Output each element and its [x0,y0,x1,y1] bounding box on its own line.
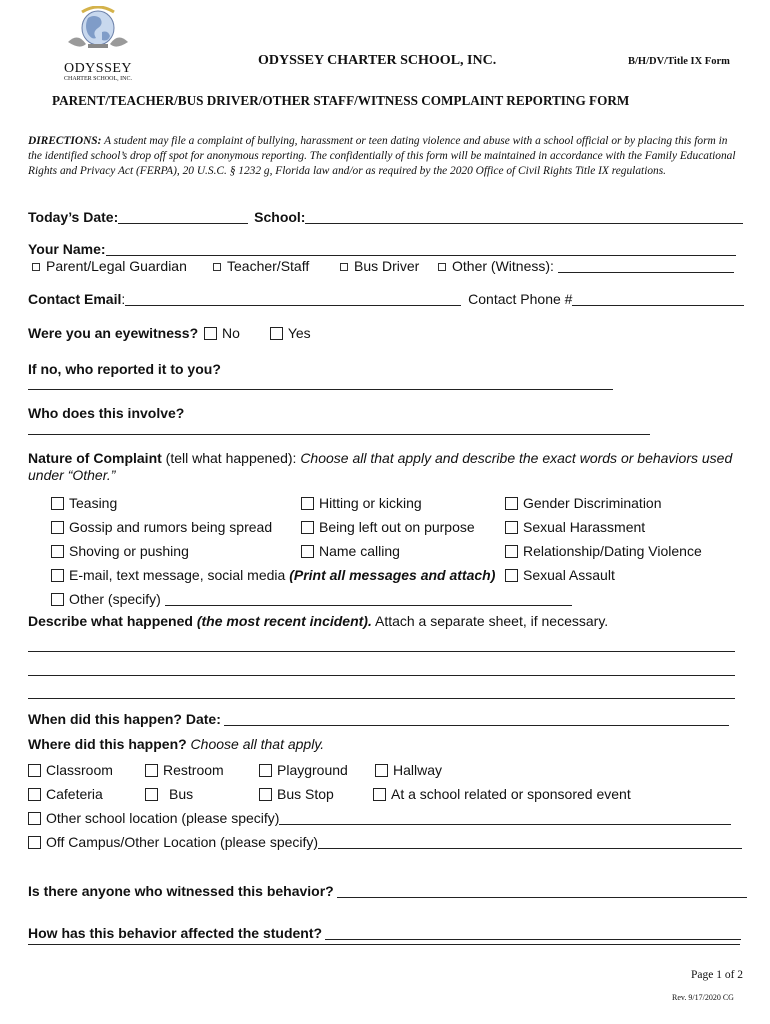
complaint-option-hitting[interactable] [301,495,422,511]
checkbox[interactable] [505,569,518,582]
option-label: Gender Discrimination [523,495,662,511]
affected-underline [28,944,740,945]
checkbox[interactable] [28,812,41,825]
describe-label: Describe what happened [28,613,197,629]
location-option-restroom[interactable] [145,762,224,778]
checkbox[interactable] [51,593,64,606]
complaint-option-other[interactable] [51,591,572,607]
revision-note: Rev. 9/17/2020 CG [672,993,734,1002]
nature-paren: (tell what happened): [161,450,301,466]
role-label: Bus Driver [354,258,420,274]
checkbox[interactable] [505,497,518,510]
checkbox[interactable] [505,545,518,558]
option-label: Other school location (please specify) [46,810,280,826]
contact-row [28,291,744,307]
logo-subtitle: CHARTER SCHOOL, INC. [64,76,132,82]
option-label: Relationship/Dating Violence [523,543,702,559]
option-label: Teasing [69,495,118,511]
contact-email-field[interactable] [125,293,461,306]
complaint-option-sexual-harassment[interactable] [505,519,645,535]
option-label: Classroom [46,762,113,778]
describe-line-1[interactable] [28,651,735,652]
checkbox[interactable] [438,263,446,271]
checkbox[interactable] [259,764,272,777]
option-label: Playground [277,762,348,778]
complaint-option-gossip[interactable] [51,519,272,535]
role-label: Parent/Legal Guardian [46,258,187,274]
page-number: Page 1 of 2 [691,969,744,981]
location-option-playground[interactable] [259,762,348,778]
witness-row [28,883,747,899]
describe-line-3[interactable] [28,698,735,699]
complaint-option-teasing[interactable] [51,495,117,511]
where-instruction: Choose all that apply. [186,736,325,752]
describe-line-2[interactable] [28,675,735,676]
eyewitness-label: Were you an eyewitness? [28,325,199,341]
location-option-classroom[interactable] [28,762,113,778]
contact-phone-label: Contact Phone # [468,291,573,307]
directions-text: A student may file a complaint of bullying, harassment or teen dating violence and abuse with a school official or by placing this form in the identified school’s drop off spot for anonymous reporting. The confidentially of this form will be maintained in accordance with the Family Educational Rights and Privacy Act (FERPA), 20 U.S.C. § 1232 g, Florida law and/or as required by the 2020 Office of Civil Rights Title IX regulations. [28,135,736,177]
role-label: Other (Witness): [452,258,554,274]
location-option-bus-stop[interactable] [259,786,334,802]
eyewitness-row [28,325,311,341]
location-option-school-event[interactable] [373,786,631,802]
role-option-other-witness[interactable] [438,258,734,274]
checkbox[interactable] [340,263,348,271]
affected-row [28,925,741,941]
complaint-option-electronic[interactable] [51,567,495,583]
nature-instruction-cont: under “Other.” [28,467,116,483]
complaint-option-left-out[interactable] [301,519,475,535]
option-label: Shoving or pushing [69,543,189,559]
checkbox[interactable] [51,521,64,534]
complaint-option-gender-discrimination[interactable] [505,495,662,511]
checkbox[interactable] [51,569,64,582]
witness-name-field[interactable] [558,260,734,273]
who-reported-field[interactable] [28,389,613,390]
option-label: Being left out on purpose [319,519,475,535]
nature-heading [28,450,732,466]
option-label: Hitting or kicking [319,495,422,511]
witness-field[interactable] [337,885,747,898]
describe-heading [28,613,608,629]
checkbox[interactable] [145,764,158,777]
complaint-option-sexual-assault[interactable] [505,567,615,583]
eyewitness-no-label: No [222,325,240,341]
your-name-field[interactable] [106,243,736,256]
role-option-parent[interactable] [32,258,187,274]
affected-field[interactable] [325,927,741,940]
where-label: Where did this happen? [28,736,187,752]
eyewitness-yes-checkbox[interactable] [270,327,283,340]
option-label: Restroom [163,762,224,778]
directions-paragraph [28,134,744,179]
location-option-bus[interactable] [145,786,193,802]
school-title: ODYSSEY CHARTER SCHOOL, INC. [258,53,497,68]
checkbox[interactable] [28,764,41,777]
todays-date-field[interactable] [118,211,248,224]
affected-question: How has this behavior affected the student? [28,925,323,941]
school-logo [58,6,138,81]
other-school-field[interactable] [279,812,731,825]
your-name-row [28,241,736,257]
checkbox[interactable] [505,521,518,534]
location-option-other-school[interactable] [28,810,731,826]
option-label: Cafeteria [46,786,103,802]
option-label: Off Campus/Other Location (please specify) [46,834,319,850]
location-option-cafeteria[interactable] [28,786,103,802]
eyewitness-yes-label: Yes [287,325,311,341]
when-date-field[interactable] [224,713,729,726]
todays-date-label: Today’s Date: [28,209,119,225]
checkbox[interactable] [301,497,314,510]
role-option-bus-driver[interactable] [340,258,419,274]
option-label: Sexual Assault [523,567,615,583]
option-label: At a school related or sponsored event [391,786,631,802]
directions-label: DIRECTIONS: [28,135,102,147]
school-field[interactable] [305,211,743,224]
checkbox[interactable] [301,521,314,534]
checkbox[interactable] [213,263,221,271]
complaint-option-dating-violence[interactable] [505,543,702,559]
contact-email-colon: : [121,291,126,307]
witness-question: Is there anyone who witnessed this behavior? [28,883,334,899]
describe-emphasis: (the most recent incident). [196,613,372,629]
option-label: Name calling [319,543,400,559]
off-campus-field[interactable] [318,836,742,849]
option-label: E-mail, text message, social media [69,567,290,583]
describe-rest: Attach a separate sheet, if necessary. [371,613,609,629]
option-label: Other (specify) [69,591,161,607]
complaint-option-name-calling[interactable] [301,543,400,559]
who-involve-field[interactable] [28,434,650,435]
nature-instruction: Choose all that apply and describe the exact words or behaviors used [300,450,733,466]
complaint-option-shoving[interactable] [51,543,189,559]
option-label: Sexual Harassment [523,519,646,535]
form-title: PARENT/TEACHER/BUS DRIVER/OTHER STAFF/WITNESS COMPLAINT REPORTING FORM [52,93,630,108]
option-label: Hallway [393,762,443,778]
other-specify-field[interactable] [165,593,572,606]
checkbox[interactable] [51,545,64,558]
form-code: B/H/DV/Title IX Form [628,56,730,67]
contact-email-label: Contact Email [28,291,122,307]
role-option-teacher[interactable] [213,258,309,274]
location-option-off-campus[interactable] [28,834,742,850]
checkbox[interactable] [28,836,41,849]
school-label: School: [254,209,306,225]
who-involve-label: Who does this involve? [28,405,185,421]
checkbox[interactable] [301,545,314,558]
option-label: Gossip and rumors being spread [69,519,273,535]
your-name-label: Your Name: [28,241,106,257]
when-row [28,711,729,727]
where-heading [28,736,324,752]
checkbox[interactable] [259,788,272,801]
role-label: Teacher/Staff [227,258,310,274]
checkbox[interactable] [373,788,386,801]
contact-phone-field[interactable] [572,293,744,306]
checkbox[interactable] [375,764,388,777]
eyewitness-no-checkbox[interactable] [204,327,217,340]
todays-date-row [28,209,743,225]
option-label: Bus [169,786,194,802]
who-reported-label: If no, who reported it to you? [28,361,221,377]
checkbox[interactable] [145,788,158,801]
option-note: (Print all messages and attach) [289,567,496,583]
option-label: Bus Stop [277,786,334,802]
location-option-hallway[interactable] [375,762,442,778]
checkbox[interactable] [51,497,64,510]
logo-wordmark: ODYSSEY [63,61,133,76]
checkbox[interactable] [28,788,41,801]
when-label: When did this happen? Date: [28,711,221,727]
checkbox[interactable] [32,263,40,271]
nature-label: Nature of Complaint [28,450,162,466]
